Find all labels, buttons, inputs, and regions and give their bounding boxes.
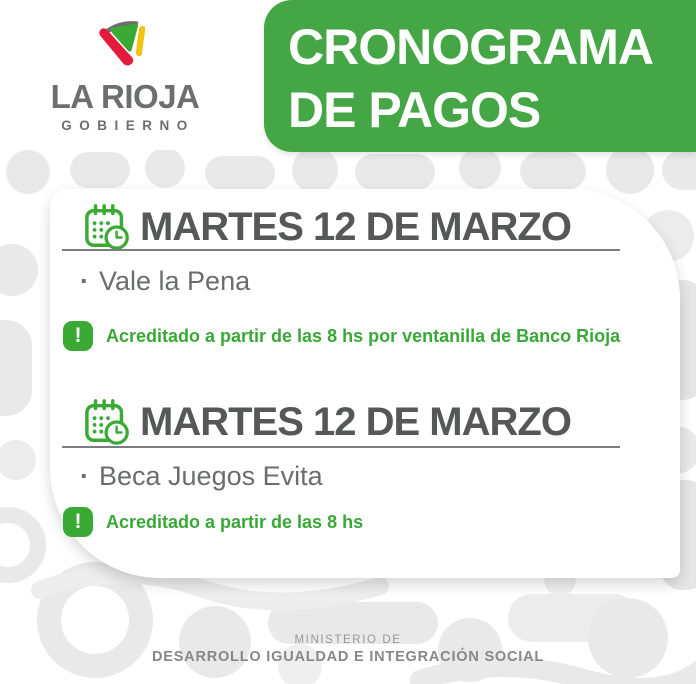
ministry-line1: MINISTERIO DE [294,634,402,646]
logo-name: LA RIOJA [50,78,200,115]
section-1-item [80,266,250,297]
schedule-section-1-header [50,203,680,255]
section-2-note-text: Acreditado a partir de las 8 hs [106,512,364,532]
bullet: · [80,266,89,296]
exclamation-icon: ! [63,321,93,351]
ministry-line2: DESARROLLO IGUALDAD E INTEGRACIÓN SOCIAL [151,649,545,665]
section-1-item-label: Vale la Pena [99,266,251,296]
section-2-item-label: Beca Juegos Evita [99,461,323,491]
section-2-item [80,461,323,492]
bullet: · [80,461,89,491]
section-1-divider [62,249,620,251]
banner-title-line1: CRONOGRAMA [288,19,653,75]
section-2-divider [62,446,620,448]
title-banner [264,0,696,152]
exclamation-icon: ! [63,507,93,537]
la-rioja-logo-mark [93,10,157,78]
section-1-note-text: Acreditado a partir de las 8 hs por ventanilla de Banco Rioja [106,326,621,346]
ministry-footer [0,634,696,665]
calendar-clock-icon [83,398,133,446]
section-2-date: MARTES 12 DE MARZO [140,400,571,444]
schedule-card [50,189,680,578]
government-logo [40,6,210,133]
section-1-date: MARTES 12 DE MARZO [140,205,571,249]
calendar-clock-icon [83,203,133,251]
logo-subtitle: GOBIERNO [61,117,195,133]
banner-title-line2: DE PAGOS [288,82,541,138]
schedule-section-2-header [50,398,680,450]
